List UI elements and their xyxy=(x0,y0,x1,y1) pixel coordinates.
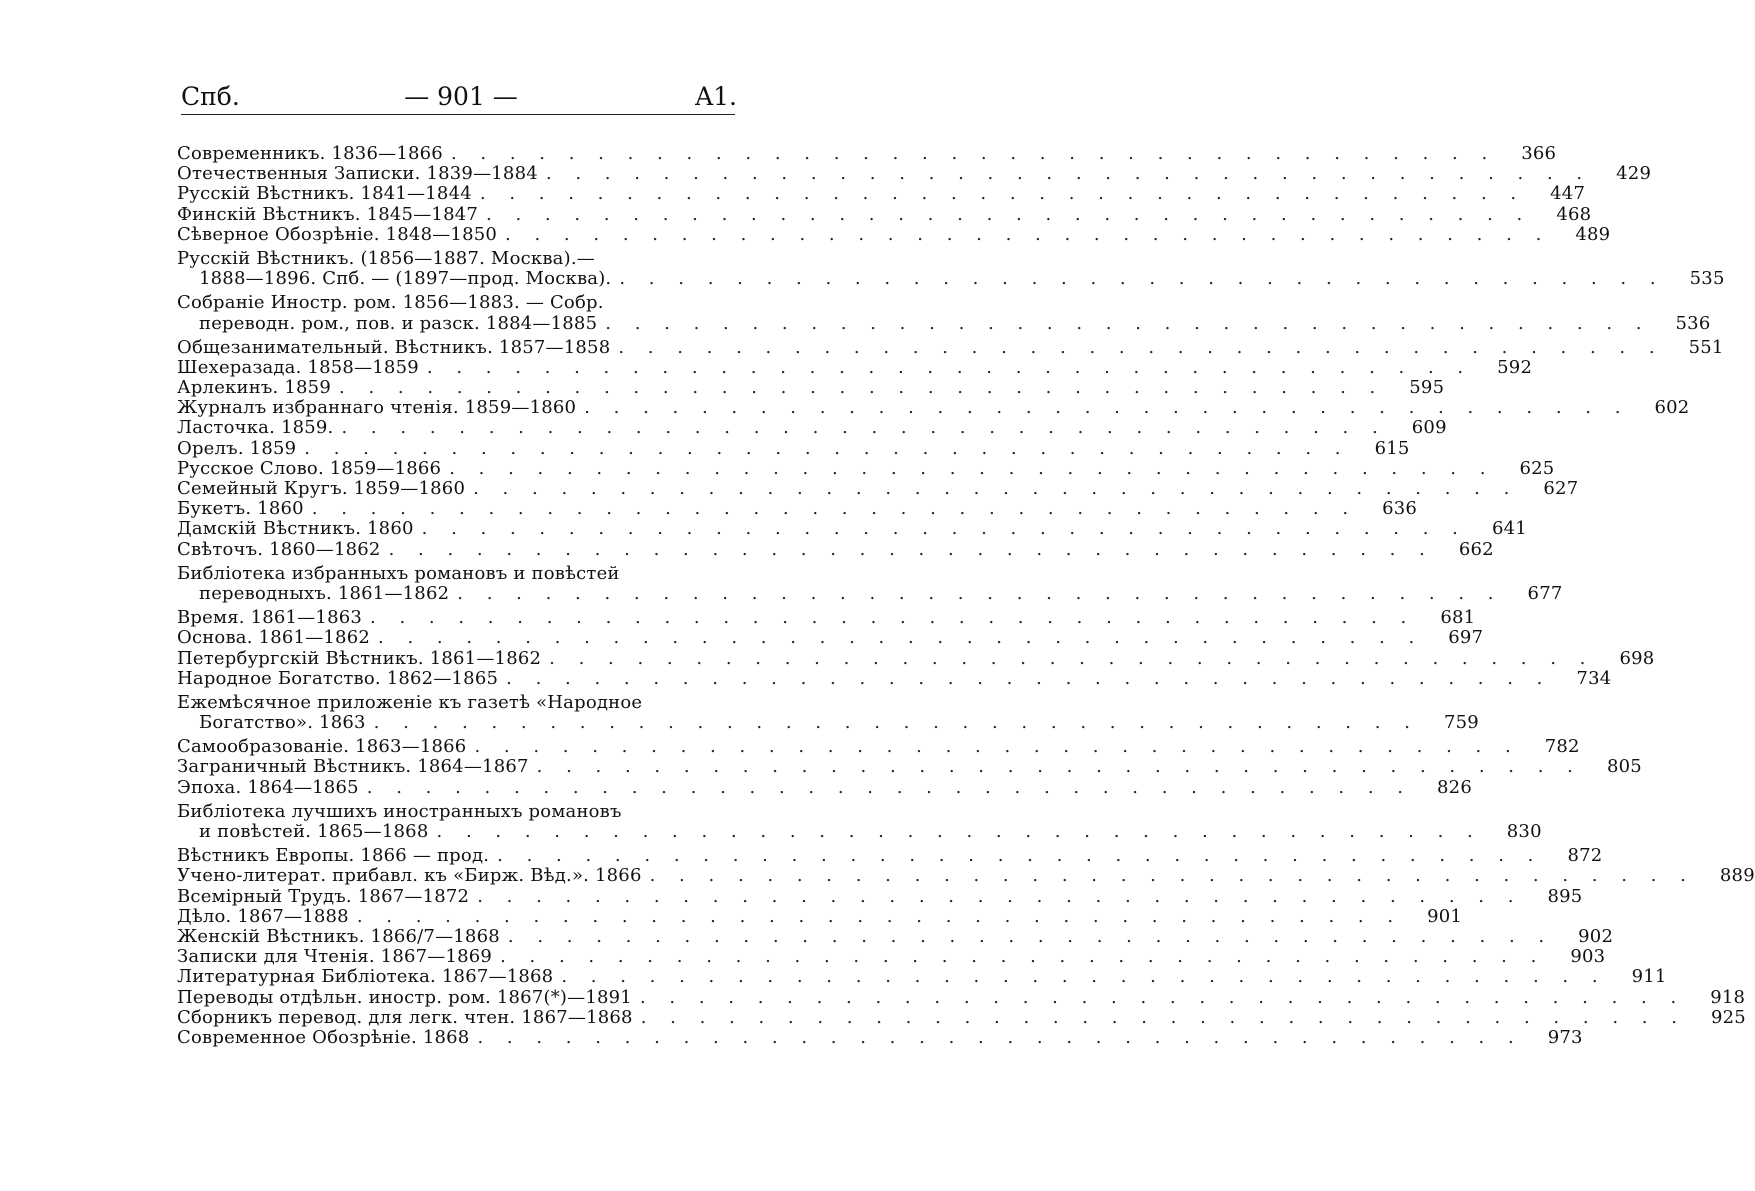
toc-page-number: 826 xyxy=(1437,776,1472,798)
toc-entry-line xyxy=(177,268,1725,290)
toc-page-number: 918 xyxy=(1710,986,1746,1008)
toc-entry-line xyxy=(177,966,1667,988)
toc-entry-line xyxy=(177,143,1557,164)
toc-entry-line xyxy=(177,564,715,584)
toc-page-number: 872 xyxy=(1567,845,1603,867)
toc-entry xyxy=(177,946,1606,968)
dot-leader: . . . . . . . . . . . . . . . . . . . . . . . . . . . . . . . . . . . . xyxy=(500,946,1546,968)
header-signature-mark: A1. xyxy=(695,82,737,111)
toc-page-number: 447 xyxy=(1550,183,1586,205)
toc-page-number: 830 xyxy=(1506,821,1542,842)
toc-entry-title: Время. 1861—1863 xyxy=(177,607,363,629)
toc-page-number: 602 xyxy=(1654,397,1690,419)
toc-entry xyxy=(177,223,1611,245)
toc-entry-line xyxy=(177,518,1527,540)
toc-entry-title: Русское Слово. 1859—1866 xyxy=(177,457,442,479)
running-header xyxy=(181,82,737,116)
toc-entry xyxy=(177,845,1603,867)
toc-entry-title: Современникъ. 1836—1866 xyxy=(177,143,443,164)
toc-page-number: 489 xyxy=(1575,223,1611,245)
toc-entry xyxy=(177,336,1724,358)
toc-entry-line xyxy=(177,607,1476,629)
toc-page-number: 615 xyxy=(1374,437,1410,459)
toc-entry-title: переводныхъ. 1861—1862 xyxy=(199,582,450,604)
dot-leader: . . . . . . . . . . . . . . . . . . . . . . . . . . . . . . . . . . . . xyxy=(311,498,1358,520)
toc-entry-line xyxy=(177,1006,1746,1028)
toc-entry-line xyxy=(177,925,1614,947)
toc-entry-line xyxy=(177,249,715,269)
dot-leader: . . . . . . . . . . . . . . . . . . . . . . . . . . . . . . . . . . . . xyxy=(505,223,1551,245)
toc-entry-line xyxy=(177,821,1542,842)
toc-page-number: 925 xyxy=(1710,1006,1746,1028)
dot-leader: . . . . . . . . . . . . . . . . . . . . . . . . . . . . . . . . . . . . xyxy=(477,885,1523,907)
toc-page-number: 698 xyxy=(1619,647,1655,669)
toc-entry-line xyxy=(177,627,1484,649)
toc-entry-line xyxy=(177,356,1533,378)
toc-entry-line xyxy=(177,163,1652,185)
dot-leader: . . . . . . . . . . . . . . . . . . . . . . . . . . . . . . . . . . . . xyxy=(436,821,1482,842)
toc-entry xyxy=(177,377,1445,399)
toc-page-number: 973 xyxy=(1547,1026,1583,1048)
toc-entry-title: Вѣстникъ Европы. 1866 — прод. xyxy=(177,845,490,867)
toc-entry xyxy=(177,905,1463,927)
toc-entry xyxy=(177,776,1472,798)
dot-leader: . . . . . . . . . . . . . . . . . . . . . . . . . . . . . . . . . . . . xyxy=(479,183,1526,205)
toc-entry-title: Финскій Вѣстникъ. 1845—1847 xyxy=(177,203,479,225)
toc-entry xyxy=(177,292,1711,334)
toc-entry xyxy=(177,457,1555,479)
toc-entry-title: Литературная Библіотека. 1867—1868 xyxy=(177,966,554,988)
toc-entry-line xyxy=(177,845,1603,867)
toc-entry-line xyxy=(177,293,715,313)
toc-entry-line xyxy=(177,667,1612,689)
dot-leader: . . . . . . . . . . . . . . . . . . . . . . . . . . . . . . . . . . . . xyxy=(497,845,1543,867)
toc-entry xyxy=(177,143,1557,164)
toc-page-number: 641 xyxy=(1491,518,1527,540)
dot-leader: . . . . . . . . . . . . . . . . . . . . . . . . . . . . . . . . . . . . xyxy=(426,356,1473,378)
dot-leader: . . . . . . . . . . . . . . . . . . . . . . . . . . . . . . . . . . . . xyxy=(378,627,1424,649)
toc-entry xyxy=(177,865,1755,887)
toc-page-number: 625 xyxy=(1519,457,1555,479)
toc-entry-line xyxy=(177,693,715,713)
toc-entry-title: Общезанимательный. Вѣстникъ. 1857—1858 xyxy=(177,336,611,358)
header-page-number: — 901 — xyxy=(404,82,518,111)
toc-entry-title: Всемірный Трудъ. 1867—1872 xyxy=(177,885,470,907)
toc-entry-title: Эпоха. 1864—1865 xyxy=(177,776,359,798)
toc-entry xyxy=(177,756,1642,778)
toc-entry-title: Сѣверное Обозрѣніе. 1848—1850 xyxy=(177,223,498,245)
toc-page-number: 636 xyxy=(1382,498,1418,520)
toc-page-number: 551 xyxy=(1688,336,1724,358)
toc-entry xyxy=(177,736,1580,758)
toc-entry-line xyxy=(177,946,1606,968)
toc-entry-title: Журналъ избраннаго чтенія. 1859—1860 xyxy=(177,397,577,419)
toc-entry-title: Свѣточъ. 1860—1862 xyxy=(177,538,381,560)
toc-page-number: 782 xyxy=(1544,736,1580,758)
toc-entry-line xyxy=(177,885,1583,907)
toc-entry-title: Семейный Кругъ. 1859—1860 xyxy=(177,478,466,499)
toc-entry xyxy=(177,538,1494,560)
toc-page-number: 889 xyxy=(1719,865,1755,887)
toc-entry xyxy=(177,986,1746,1008)
toc-entry-line xyxy=(177,802,715,822)
toc-entry-title: Сборникъ перевод. для легк. чтен. 1867—1868 xyxy=(177,1006,633,1028)
dot-leader: . . . . . . . . . . . . . . . . . . . . . . . . . . . . . . . . . . . . xyxy=(473,478,1519,499)
toc-entry-title: Библіотека лучшихъ иностранныхъ романовъ xyxy=(177,800,622,822)
toc-entry-title: Самообразованіе. 1863—1866 xyxy=(177,736,467,758)
toc-entry-line xyxy=(177,223,1611,245)
dot-leader: . . . . . . . . . . . . . . . . . . . . . . . . . . . . . . . . . . . . xyxy=(366,776,1412,798)
toc-page-number: 895 xyxy=(1547,885,1583,907)
toc-entry-title: переводн. ром., пов. и разск. 1884—1885 xyxy=(199,312,598,334)
toc-page-number: 901 xyxy=(1427,905,1463,927)
toc-entry-line xyxy=(177,865,1755,887)
toc-page-number: 595 xyxy=(1409,377,1445,399)
toc-entry xyxy=(177,966,1667,988)
toc-entry xyxy=(177,437,1410,459)
toc-page-number: 536 xyxy=(1675,312,1711,334)
dot-leader: . . . . . . . . . . . . . . . . . . . . . . . . . . . . . . . . . . . . xyxy=(457,582,1503,604)
toc-entry-line xyxy=(177,756,1642,778)
dot-leader: . . . . . . . . . . . . . . . . . . . . . . . . . . . . . . . . . . . . xyxy=(373,712,1419,734)
toc-entry-line xyxy=(177,397,1690,419)
toc-entry xyxy=(177,417,1447,439)
toc-entry-line xyxy=(177,336,1724,358)
toc-entry-line xyxy=(177,312,1711,334)
toc-entry xyxy=(177,397,1690,419)
dot-leader: . . . . . . . . . . . . . . . . . . . . . . . . . . . . . . . . . . . . xyxy=(619,268,1665,290)
toc-page-number: 759 xyxy=(1443,712,1479,734)
dot-leader: . . . . . . . . . . . . . . . . . . . . . . . . . . . . . . . . . . . . xyxy=(304,437,1350,459)
toc-entry-line xyxy=(177,905,1463,927)
dot-leader: . . . . . . . . . . . . . . . . . . . . . . . . . . . . . . . . . . . . xyxy=(536,756,1582,778)
toc-entry xyxy=(177,647,1655,669)
toc-entry-line xyxy=(177,736,1580,758)
toc-entry xyxy=(177,247,1725,290)
toc-entry xyxy=(177,667,1612,689)
dot-leader: . . . . . . . . . . . . . . . . . . . . . . . . . . . . . . . . . . . . xyxy=(449,457,1495,479)
toc-entry xyxy=(177,1026,1583,1048)
toc-entry-line xyxy=(177,478,1579,499)
header-city: Спб. xyxy=(181,82,240,111)
toc-page-number: 609 xyxy=(1411,417,1447,439)
dot-leader: . . . . . . . . . . . . . . . . . . . . . . . . . . . . . . . . . . . . xyxy=(339,377,1385,399)
toc-entry xyxy=(177,518,1527,540)
toc-entry-line xyxy=(177,498,1418,520)
toc-entry xyxy=(177,1006,1746,1028)
toc-page-number: 366 xyxy=(1521,143,1557,164)
dot-leader: . . . . . . . . . . . . . . . . . . . . . . . . . . . . . . . . . . . . xyxy=(486,203,1532,225)
toc-entry-title: Ежемѣсячное приложеніе къ газетѣ «Народное xyxy=(177,691,643,713)
toc-entry-title: Народное Богатство. 1862—1865 xyxy=(177,667,499,689)
toc-page-number: 911 xyxy=(1631,966,1667,988)
toc-entry xyxy=(177,498,1418,520)
toc-entry xyxy=(177,885,1583,907)
toc-entry-title: Арлекинъ. 1859 xyxy=(177,377,331,399)
toc-entry-line xyxy=(177,417,1447,439)
dot-leader: . . . . . . . . . . . . . . . . . . . . . . . . . . . . . . . . . . . . xyxy=(421,518,1467,540)
toc-entry-title: Современное Обозрѣніе. 1868 xyxy=(177,1026,470,1048)
toc-page-number: 662 xyxy=(1458,538,1494,560)
dot-leader: . . . . . . . . . . . . . . . . . . . . . . . . . . . . . . . . . . . . xyxy=(618,336,1664,358)
dot-leader: . . . . . . . . . . . . . . . . . . . . . . . . . . . . . . . . . . . . xyxy=(649,865,1695,887)
toc-entry-title: Букетъ. 1860 xyxy=(177,498,304,520)
toc-entry-title: Переводы отдѣльн. иностр. ром. 1867(*)—1891 xyxy=(177,986,632,1008)
dot-leader: . . . . . . . . . . . . . . . . . . . . . . . . . . . . . . . . . . . . xyxy=(341,417,1387,439)
dot-leader: . . . . . . . . . . . . . . . . . . . . . . . . . . . . . . . . . . . . xyxy=(639,986,1686,1008)
toc-entry-title: Учено-литерат. прибавл. къ «Бирж. Вѣд.». 1866 xyxy=(177,865,642,887)
dot-leader: . . . . . . . . . . . . . . . . . . . . . . . . . . . . . . . . . . . . xyxy=(640,1006,1686,1028)
toc-entry xyxy=(177,356,1533,378)
toc-entry-title: 1888—1896. Спб. — (1897—прод. Москва). xyxy=(199,268,612,290)
toc-entry-title: Русскій Вѣстникъ. 1841—1844 xyxy=(177,183,472,205)
toc-entry-title: Заграничный Вѣстникъ. 1864—1867 xyxy=(177,756,529,778)
toc-entry xyxy=(177,203,1592,225)
dot-leader: . . . . . . . . . . . . . . . . . . . . . . . . . . . . . . . . . . . . xyxy=(584,397,1630,419)
toc-entry-title: Записки для Чтенія. 1867—1869 xyxy=(177,946,493,968)
toc-page-number: 468 xyxy=(1556,203,1592,225)
toc-entry-line xyxy=(177,986,1746,1008)
toc-page-number: 903 xyxy=(1570,946,1606,968)
toc-entry-line xyxy=(177,457,1555,479)
toc-entry-line xyxy=(177,647,1655,669)
toc-page-number: 805 xyxy=(1606,756,1642,778)
toc-page-number: 627 xyxy=(1543,478,1579,499)
toc-entry-title: Библіотека избранныхъ романовъ и повѣстей xyxy=(177,562,620,584)
toc-entry-title: и повѣстей. 1865—1868 xyxy=(199,821,429,842)
dot-leader: . . . . . . . . . . . . . . . . . . . . . . . . . . . . . . . . . . . . xyxy=(545,163,1592,185)
toc-page-number: 734 xyxy=(1576,667,1612,689)
toc-entry-title: Основа. 1861—1862 xyxy=(177,627,370,649)
toc-page-number: 681 xyxy=(1440,607,1476,629)
toc-entry-title: Отечественныя Записки. 1839—1884 xyxy=(177,163,538,185)
toc-entry xyxy=(177,627,1484,649)
toc-entry xyxy=(177,478,1579,499)
dot-leader: . . . . . . . . . . . . . . . . . . . . . . . . . . . . . . . . . . . . xyxy=(477,1026,1523,1048)
dot-leader: . . . . . . . . . . . . . . . . . . . . . . . . . . . . . . . . . . . . xyxy=(549,647,1595,669)
dot-leader: . . . . . . . . . . . . . . . . . . . . . . . . . . . . . . . . . . . . xyxy=(605,312,1651,334)
toc-entry-line xyxy=(177,538,1494,560)
dot-leader: . . . . . . . . . . . . . . . . . . . . . . . . . . . . . . . . . . . . xyxy=(507,925,1554,947)
dot-leader: . . . . . . . . . . . . . . . . . . . . . . . . . . . . . . . . . . . . xyxy=(370,607,1416,629)
toc-page-number: 902 xyxy=(1578,925,1614,947)
toc-entry-line xyxy=(177,183,1586,205)
toc-entry-line xyxy=(177,377,1445,399)
dot-leader: . . . . . . . . . . . . . . . . . . . . . . . . . . . . . . . . . . . . xyxy=(356,905,1403,927)
toc-entry xyxy=(177,163,1652,185)
toc-entry-title: Богатство». 1863 xyxy=(199,712,366,734)
toc-entry-line xyxy=(177,1026,1583,1048)
toc-entry-line xyxy=(177,203,1592,225)
dot-leader: . . . . . . . . . . . . . . . . . . . . . . . . . . . . . . . . . . . . xyxy=(450,143,1497,164)
toc-entry xyxy=(177,562,1563,604)
toc-entry xyxy=(177,925,1614,947)
toc-page-number: 592 xyxy=(1497,356,1533,378)
toc-entry-title: Ласточка. 1859. xyxy=(177,417,334,439)
toc-entry xyxy=(177,691,1479,734)
toc-page-number: 697 xyxy=(1448,627,1484,649)
toc-entry-line xyxy=(177,712,1479,734)
toc-entry-line xyxy=(177,437,1410,459)
table-of-contents xyxy=(177,143,1755,1048)
toc-entry xyxy=(177,183,1586,205)
toc-entry-title: Дѣло. 1867—1888 xyxy=(177,905,349,927)
toc-entry-title: Дамскій Вѣстникъ. 1860 xyxy=(177,518,414,540)
toc-entry-title: Орелъ. 1859 xyxy=(177,437,297,459)
toc-entry-line xyxy=(177,776,1472,798)
dot-leader: . . . . . . . . . . . . . . . . . . . . . . . . . . . . . . . . . . . . xyxy=(561,966,1607,988)
toc-entry-title: Шехеразада. 1858—1859 xyxy=(177,356,419,378)
toc-page-number: 535 xyxy=(1689,268,1725,290)
toc-page-number: 677 xyxy=(1527,582,1563,604)
toc-entry-line xyxy=(177,582,1563,604)
dot-leader: . . . . . . . . . . . . . . . . . . . . . . . . . . . . . . . . . . . . xyxy=(474,736,1520,758)
dot-leader: . . . . . . . . . . . . . . . . . . . . . . . . . . . . . . . . . . . . xyxy=(506,667,1552,689)
toc-page-number: 429 xyxy=(1616,163,1652,185)
toc-entry xyxy=(177,607,1476,629)
toc-entry-title: Женскій Вѣстникъ. 1866/7—1868 xyxy=(177,925,500,947)
toc-entry xyxy=(177,800,1542,842)
toc-entry-title: Петербургскій Вѣстникъ. 1861—1862 xyxy=(177,647,542,669)
toc-entry-title: Собраніе Иностр. ром. 1856—1883. — Собр. xyxy=(177,292,604,314)
header-rule xyxy=(181,114,735,115)
toc-entry-title: Русскій Вѣстникъ. (1856—1887. Москва).— xyxy=(177,247,595,269)
dot-leader: . . . . . . . . . . . . . . . . . . . . . . . . . . . . . . . . . . . . xyxy=(388,538,1434,560)
